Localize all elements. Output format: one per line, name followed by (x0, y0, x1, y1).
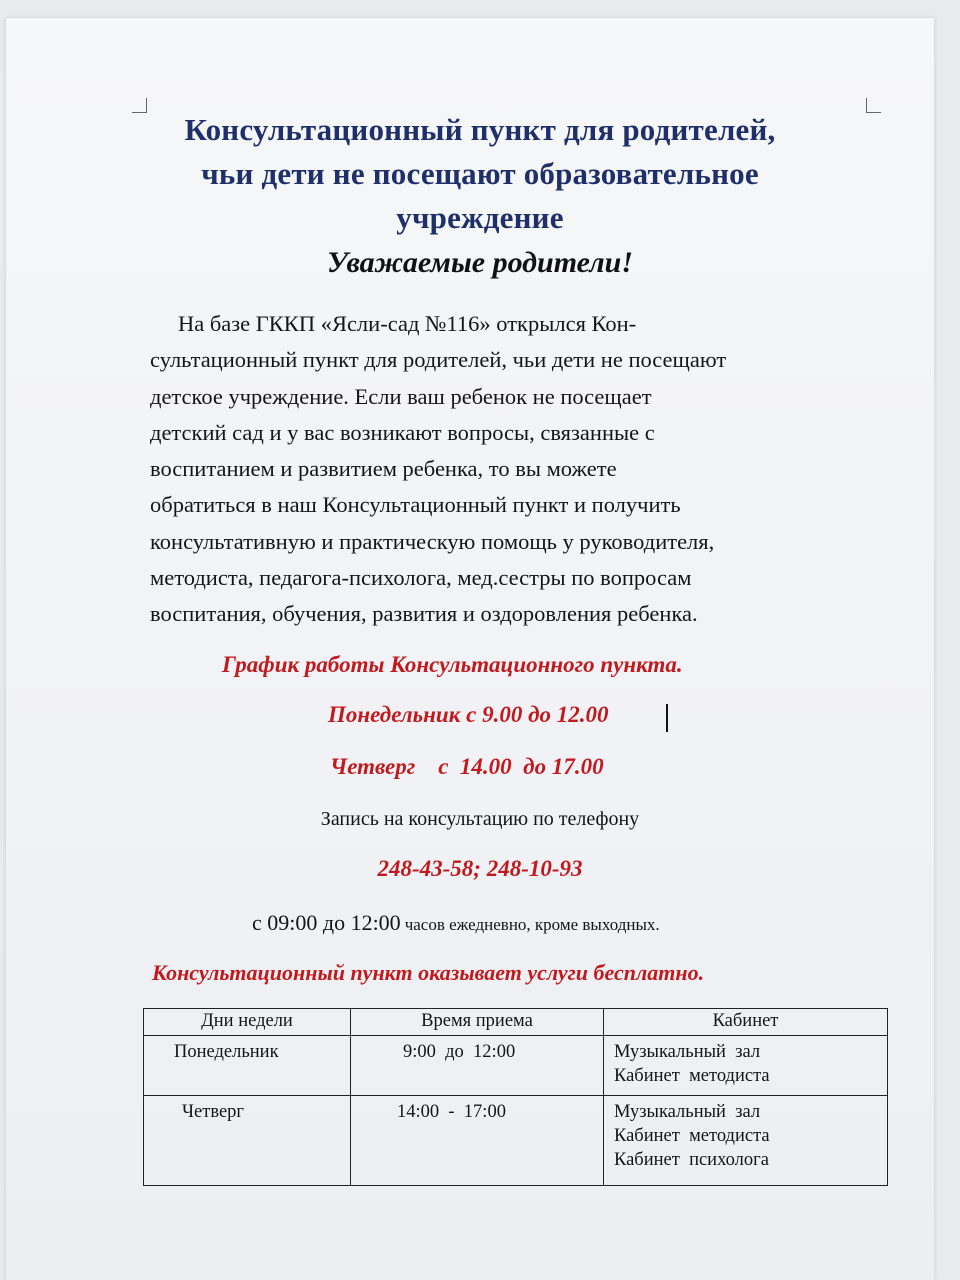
table-row (144, 1036, 888, 1096)
intro-paragraph (150, 306, 880, 633)
appointment-label: Запись на консультацию по телефону (320, 808, 640, 830)
room-label: Музыкальный зал (614, 1042, 761, 1062)
room-label: Кабинет психолога (614, 1150, 769, 1170)
time-label: 9:00 до 12:00 (403, 1042, 516, 1062)
table-cell-day (144, 1036, 351, 1096)
paragraph-line: сультационный пункт для родителей, чьи дети не посещают (150, 347, 727, 373)
time-label: 14:00 - 17:00 (397, 1102, 506, 1122)
column-header-time: Время приема (351, 1009, 604, 1036)
appointment-hours-time: с 09:00 до 12:00 (252, 910, 401, 935)
room-label: Музыкальный зал (614, 1102, 761, 1122)
day-label: Четверг (182, 1102, 244, 1122)
schedule-table (143, 1008, 888, 1186)
schedule-monday: Понедельник с 9.00 до 12.00 (328, 702, 609, 727)
paragraph-line: методиста, педагога-психолога, мед.сестры по вопросам (150, 565, 692, 591)
appointment-hours (252, 910, 660, 936)
column-header-day: Дни недели (144, 1009, 351, 1036)
paragraph-line: На базе ГККП «Ясли-сад №116» открылся Кон- (178, 311, 637, 336)
appointment-hours-rest: часов ежедневно, кроме выходных. (404, 915, 660, 934)
table-cell-day (144, 1096, 351, 1186)
text-cursor (666, 704, 668, 732)
room-label: Кабинет методиста (614, 1126, 770, 1146)
paragraph-line: детский сад и у вас возникают вопросы, связанные с (150, 419, 655, 445)
paragraph-line: воспитания, обучения, развития и оздоровления ребенка. (150, 601, 698, 627)
table-row (144, 1096, 888, 1186)
appointment-phones: 248-43-58; 248-10-93 (377, 856, 583, 881)
title-line-3: учреждение (396, 200, 564, 235)
day-label: Понедельник (174, 1042, 279, 1062)
paragraph-line: консультативную и практическую помощь у руководителя, (150, 528, 715, 554)
room-label: Кабинет методиста (614, 1066, 770, 1086)
title-line-2: чьи дети не посещают образовательное (201, 156, 759, 191)
column-header-room: Кабинет (604, 1009, 888, 1036)
table-cell-time (351, 1036, 604, 1096)
table-header-row (144, 1009, 888, 1036)
greeting: Уважаемые родители! (326, 246, 634, 279)
paragraph-line: обратиться в наш Консультационный пункт и получить (150, 492, 681, 518)
title-line-1: Консультационный пункт для родителей, (184, 112, 776, 147)
paragraph-line: детское учреждение. Если ваш ребенок не посещает (150, 383, 652, 409)
paragraph-line: воспитанием и развитием ребенка, то вы можете (150, 456, 617, 482)
table-cell-time (351, 1096, 604, 1186)
schedule-heading: График работы Консультационного пункта. (222, 652, 683, 677)
crop-mark-top-left (132, 98, 147, 113)
table-cell-rooms (604, 1036, 888, 1096)
table-cell-rooms (604, 1096, 888, 1186)
crop-mark-top-right (866, 98, 881, 113)
free-notice: Консультационный пункт оказывает услуги бесплатно. (152, 960, 705, 985)
schedule-thursday: Четверг с 14.00 до 17.00 (330, 754, 604, 779)
